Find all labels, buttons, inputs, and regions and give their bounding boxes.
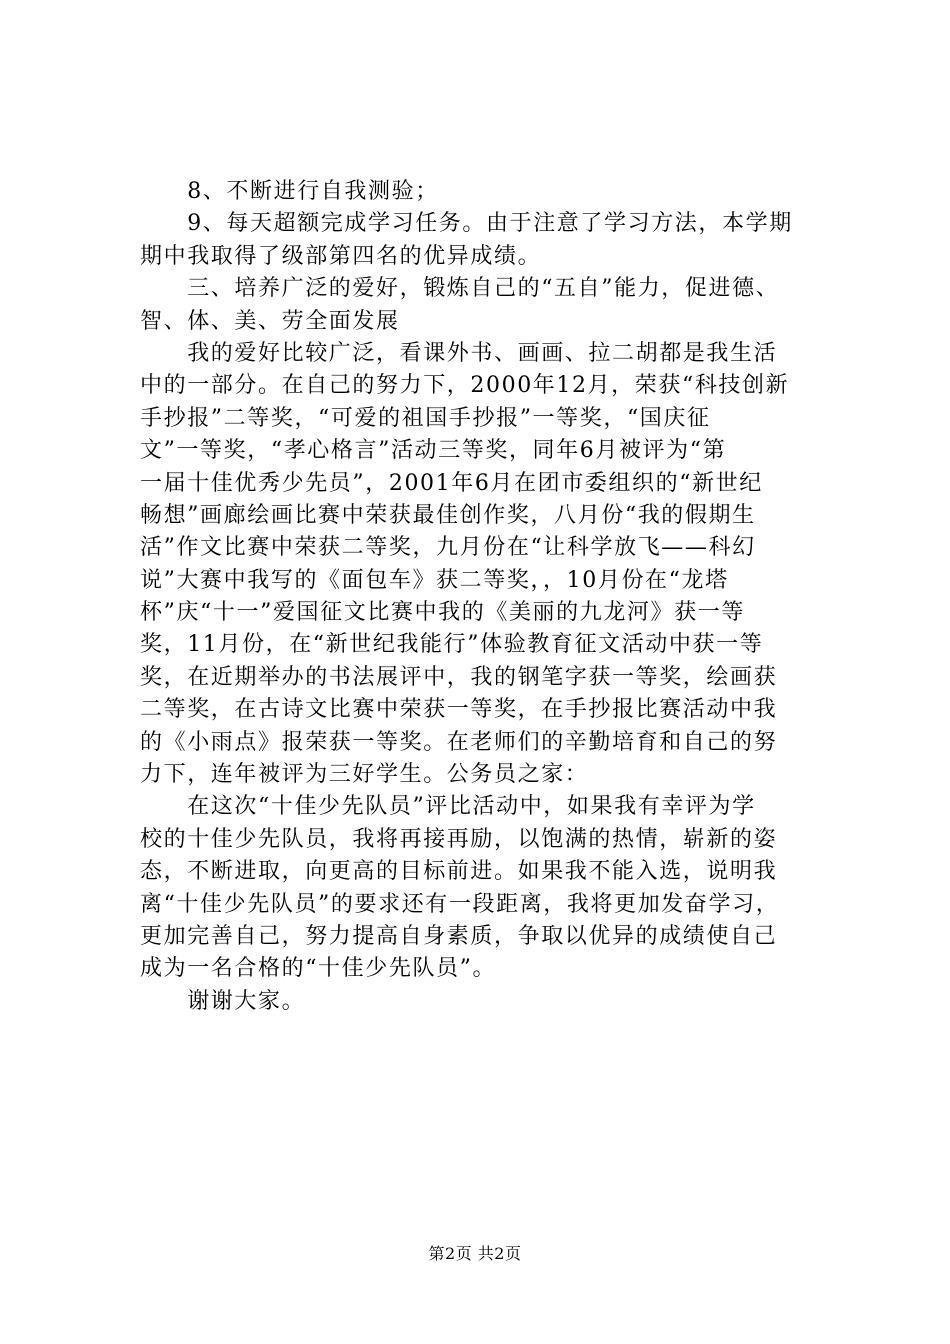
text-line: 文”一等奖，“孝心格言”活动三等奖，同年6月被评为“第: [140, 438, 727, 464]
text-line: 三、培养广泛的爱好，锻炼自己的“五自”能力，促进德、: [140, 276, 780, 302]
text-line: 二等奖，在古诗文比赛中荣获一等奖，在手抄报比赛活动中我: [140, 697, 778, 723]
text-line: 更加完善自己，努力提高自身素质，争取以优异的成绩使自己: [140, 923, 778, 949]
text-line: 的《小雨点》报荣获一等奖。在老师们的辛勤培育和自己的努: [140, 729, 778, 755]
text-line: 畅想”画廊绘画比赛中荣获最佳创作奖，八月份“我的假期生: [140, 502, 756, 528]
text-line: 在这次“十佳少先队员”评比活动中，如果我有幸评为学: [140, 794, 756, 820]
text-line: 活”作文比赛中荣获二等奖，九月份在“让科学放飞——科幻: [140, 535, 756, 561]
text-line: 中的一部分。在自己的努力下，2000年12月，荣获“科技创新: [140, 373, 790, 399]
document-body: [140, 176, 840, 1018]
text-line: 态，不断进取，向更高的目标前进。如果我不能入选，说明我: [140, 859, 778, 885]
text-line: 校的十佳少先队员，我将再接再励，以饱满的热情，崭新的姿: [140, 826, 778, 852]
text-line: 手抄报”二等奖，“可爱的祖国手抄报”一等奖，“国庆征: [140, 405, 711, 431]
text-line: 期中我取得了级部第四名的优异成绩。: [140, 243, 542, 269]
text-line: 奖，11月份，在“新世纪我能行”体验教育征文活动中获一等: [140, 632, 764, 658]
text-line: 9、每天超额完成学习任务。由于注意了学习方法，本学期: [140, 211, 793, 237]
text-line: 说”大赛中我写的《面包车》获二等奖，，10月份在“龙塔: [140, 567, 729, 593]
text-line: 8、不断进行自我测验；: [140, 179, 439, 204]
text-line: 杯”庆“十一”爱国征文比赛中我的《美丽的九龙河》获一等: [140, 600, 745, 626]
text-line: 我的爱好比较广泛，看课外书、画画、拉二胡都是我生活: [140, 340, 778, 366]
page-footer: [0, 1243, 950, 1265]
text-line: 奖，在近期举办的书法展评中，我的钢笔字获一等奖，绘画获: [140, 664, 778, 690]
text-line: 一届十佳优秀少先员”，2001年6月在团市委组织的“新世纪: [140, 470, 763, 496]
text-line: 力下，连年被评为三好学生。公务员之家：: [140, 762, 589, 788]
text-line: 智、体、美、劳全面发展: [140, 308, 400, 334]
text-line: 离“十佳少先队员”的要求还有一段距离，我将更加发奋学习，: [140, 891, 780, 917]
text-line: 成为一名合格的“十佳少先队员”。: [140, 956, 497, 982]
text-line: 谢谢大家。: [140, 988, 306, 1014]
page-number: 第2页 共2页: [428, 1244, 522, 1263]
